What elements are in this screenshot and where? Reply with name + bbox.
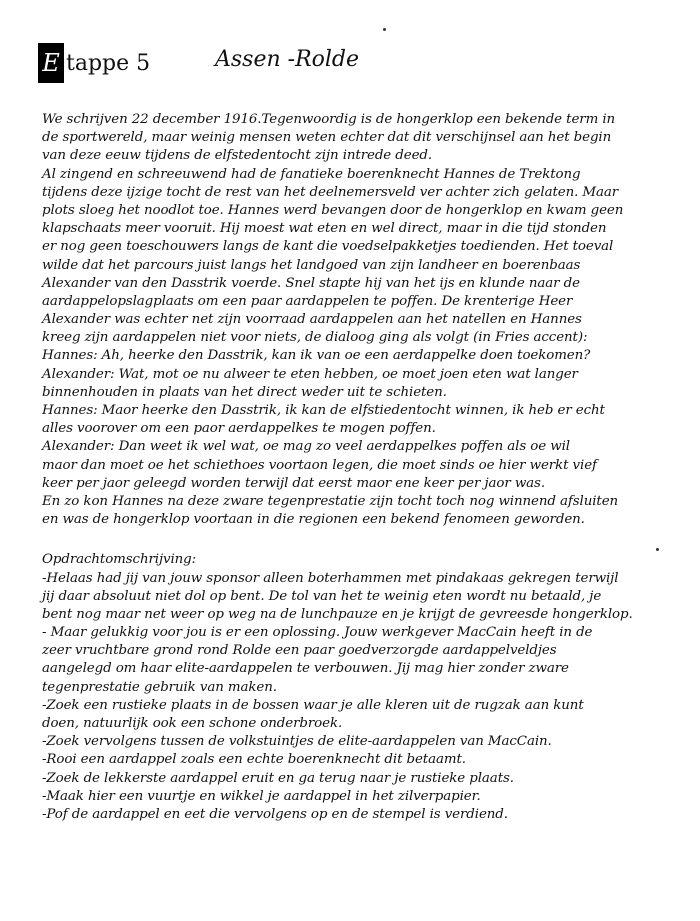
assignment-list (42, 570, 652, 825)
stage-header (38, 40, 150, 86)
text-line: doen, natuurlijk ook een schone onderbroek. (42, 716, 343, 731)
story-text (42, 111, 652, 529)
stage-number: tappe 5 (66, 50, 151, 76)
text-line: bent nog maar net weer op weg na de lunchpauze en je krijgt de gevreesde hongerklop. (42, 606, 633, 622)
text-line: wilde dat het parcours juist langs het landgoed van zijn landheer en boerenbaas (42, 257, 581, 273)
text-line: We schrijven 22 december 1916.Tegenwoordig is de hongerklop een bekende term in (42, 112, 616, 127)
text-line: plots sloeg het noodlot toe. Hannes werd bevangen door de hongerklop en kwam geen (42, 202, 624, 218)
text-line: Hannes: Ah, heerke den Dasstrik, kan ik van oe een aerdappelke doen toekomen? (42, 348, 591, 364)
text-line: -Pof de aardappel en eet die vervolgens op en de stempel is verdiend. (42, 806, 508, 822)
paper-speck (656, 548, 659, 551)
paper-speck (383, 28, 386, 31)
text-line: aardappelopslagplaats om een paar aardappelen te poffen. De krenterige Heer (42, 293, 573, 309)
text-line: Alexander van den Dasstrik voerde. Snel stapte hij van het ijs en klunde naar de (42, 275, 580, 291)
text-line: klapschaats meer vooruit. Hij moest wat eten en wel direct, maar in die tijd stonden (42, 221, 607, 237)
text-line: -Rooi een aardappel zoals een echte boerenknecht dit betaamt. (42, 752, 466, 768)
text-line: tijdens deze ijzige tocht de rest van het deelnemersveld ver achter zich gelaten. Maar (42, 184, 619, 200)
text-line: En zo kon Hannes na deze zware tegenprestatie zijn tocht toch nog winnend afsluiten (42, 493, 619, 509)
assignment-heading: Opdrachtomschrijving: (42, 552, 197, 568)
text-line: er nog geen toeschouwers langs de kant die voedselpakketjes toedienden. Het toeval (42, 239, 614, 255)
text-line: kreeg zijn aardappelen niet voor niets, de dialoog ging als volgt (in Fries accent): (42, 330, 588, 346)
text-line: binnenhouden in plaats van het direct weder uit te schieten. (42, 384, 447, 400)
document-body (42, 111, 652, 824)
drop-cap: E (38, 43, 64, 83)
text-line: Hannes: Maor heerke den Dasstrik, ik kan de elfstiedentocht winnen, ik heb er echt (42, 403, 605, 418)
text-line: Alexander: Dan weet ik wel wat, oe mag zo veel aerdappelkes poffen als oe wil (42, 439, 570, 455)
text-line: keer per jaor geleegd worden terwijl dat eerst maor ene keer per jaor was. (42, 475, 545, 491)
text-line: van deze eeuw tijdens de elfstedentocht zijn intrede deed. (42, 148, 433, 164)
text-line: aangelegd om haar elite-aardappelen te verbouwen. Jij mag hier zonder zware (42, 661, 569, 677)
text-line: de sportwereld, maar weinig mensen weten echter dat dit verschijnsel aan het begin (42, 130, 612, 146)
text-line: -Helaas had jij van jouw sponsor alleen boterhammen met pindakaas gekregen terwijl (42, 570, 619, 586)
text-line: - Maar gelukkig voor jou is er een oplossing. Jouw werkgever MacCain heeft in de (42, 625, 593, 641)
text-line: tegenprestatie gebruik van maken. (42, 679, 277, 695)
text-line: -Zoek een rustieke plaats in de bossen waar je alle kleren uit de rugzak aan kunt (42, 697, 584, 713)
text-line: -Zoek de lekkerste aardappel eruit en ga terug naar je rustieke plaats. (42, 770, 514, 786)
text-line: maor dan moet oe het schiethoes voortaon legen, die moet sinds oe hier werkt vief (42, 457, 597, 473)
text-line: en was de hongerklop voortaan in die regionen een bekend fenomeen geworden. (42, 512, 585, 528)
text-line: alles voorover om een paor aerdappelkes te mogen poffen. (42, 421, 436, 437)
text-line: Alexander: Wat, mot oe nu alweer te eten hebben, oe moet joen eten wat langer (42, 366, 578, 382)
text-line: Al zingend en schreeuwend had de fanatieke boerenknecht Hannes de Trektong (42, 166, 581, 182)
text-line: jij daar absoluut niet dol op bent. De tol van het te weinig eten wordt nu betaald, je (42, 588, 602, 604)
text-line: -Zoek vervolgens tussen de volkstuintjes de elite-aardappelen van MacCain. (42, 734, 552, 750)
text-line: -Maak hier een vuurtje en wikkel je aardappel in het zilverpapier. (42, 788, 481, 804)
route-title: Assen -Rolde (215, 47, 360, 72)
text-line: zeer vruchtbare grond rond Rolde een paar goedverzorgde aardappelveldjes (42, 643, 557, 659)
text-line: Alexander was echter net zijn voorraad aardappelen aan het natellen en Hannes (42, 312, 582, 328)
